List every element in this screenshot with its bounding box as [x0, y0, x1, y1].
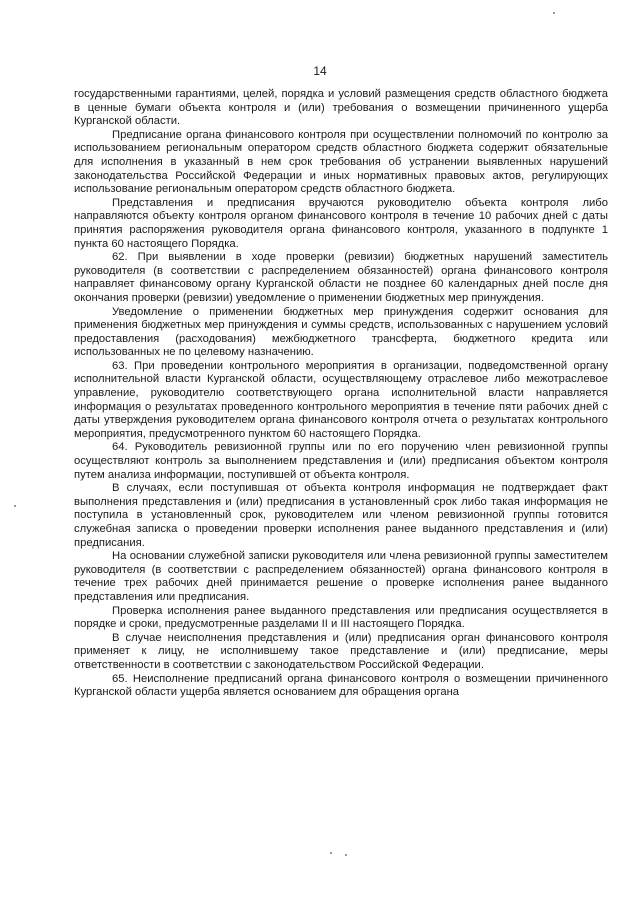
paragraph-clause-64: 64. Руководитель ревизионной группы или по его поручению член ревизионной группы осуществляют контроль за выполнением представления и (или) предписания объектом контроля путем анализа информации, поступившей от объекта контроля.: [74, 441, 608, 481]
scan-artifact: [330, 852, 332, 854]
paragraph-notification-content: Уведомление о применении бюджетных мер принуждения содержит основания для применения бюджетных мер принуждения и суммы средств, использованных с нарушением условий предоставления (расходования) межбюджетного трансферта, бюджетного кредита или использованных не по целевому назначению.: [74, 305, 608, 359]
paragraph-cases-not-confirmed: В случаях, если поступившая от объекта контроля информация не подтверждает факт выполнения представления и (или) предписания в установленный срок либо такая информация не поступила в установленный срок, руководителем или членом ревизионной группы готовится служебная записка о проведении проверки исполнения ранее выданного представления и (или) предписания.: [74, 482, 608, 549]
document-body: [74, 88, 608, 700]
paragraph-check-procedure: Проверка исполнения ранее выданного представления или предписания осуществляется в порядке и сроки, предусмотренные разделами II и III настоящего Порядка.: [74, 604, 608, 631]
paragraph-clause-62: 62. При выявлении в ходе проверки (ревизии) бюджетных нарушений заместитель руководителя (в соответствии с распределением обязанностей) органа финансового контроля направляет финансовому органу Курганской области не позднее 60 календарных дней после дня окончания проверки (ревизии) уведомление о применении бюджетных мер принуждения.: [74, 251, 608, 304]
paragraph-clause-63: 63. При проведении контрольного мероприятия в организации, подведомственной органу исполнительной власти Курганской области, осуществляющему отраслевое либо межотраслевое управление, руководителю соответствующего органа исполнительной власти направляется информация о результатах проведенного контрольного мероприятия в течение пяти рабочих дней с даты утверждения руководителем органа финансового контроля отчета о результатах контрольного мероприятия, предусмотренного пунктом 60 настоящего Порядка.: [74, 359, 608, 440]
paragraph-continued: государственными гарантиями, целей, порядка и условий размещения средств областного бюджета в ценные бумаги объекта контроля и (или) требования о возмещении причиненного ущерба Курганской области.: [74, 88, 608, 128]
page-number: 14: [313, 64, 327, 78]
scan-artifact: [14, 505, 16, 507]
paragraph-non-fulfilment: В случае неисполнения представления и (или) предписания орган финансового контроля применяет к лицу, не исполнившему такое представление и (или) предписание, меры ответственности в соответствии с законодательством Российской Федерации.: [74, 631, 608, 671]
paragraph-prescription-regional-operator: Предписание органа финансового контроля при осуществлении полномочий по контролю за использованием региональным оператором средств областного бюджета содержит обязательные для исполнения в указанный в нем срок требования об устранении выявленных нарушений законодательства Российской Федерации и иных нормативных правовых актов, регулирующих использование региональным оператором средств областного бюджета.: [74, 128, 608, 196]
paragraph-clause-65: 65. Неисполнение предписаний органа финансового контроля о возмещении причиненного Курганской области ущерба является основанием для обращения органа: [74, 672, 608, 699]
paragraph-delivery-of-representations: Представления и предписания вручаются руководителю объекта контроля либо направляются объекту контроля органом финансового контроля в течение 10 рабочих дней с даты принятия распоряжения руководителя органа финансового контроля, указанного в подпункте 1 пункта 60 настоящего Порядка.: [74, 196, 608, 250]
paragraph-decision-on-check: На основании служебной записки руководителя или члена ревизионной группы заместителем руководителя (в соответствии с распределением обязанностей) органа финансового контроля в течение трех рабочих дней принимается решение о проверке исполнения ранее выданного представления или предписания.: [74, 550, 608, 603]
scan-artifact: [345, 854, 347, 856]
scan-artifact: [553, 12, 555, 14]
